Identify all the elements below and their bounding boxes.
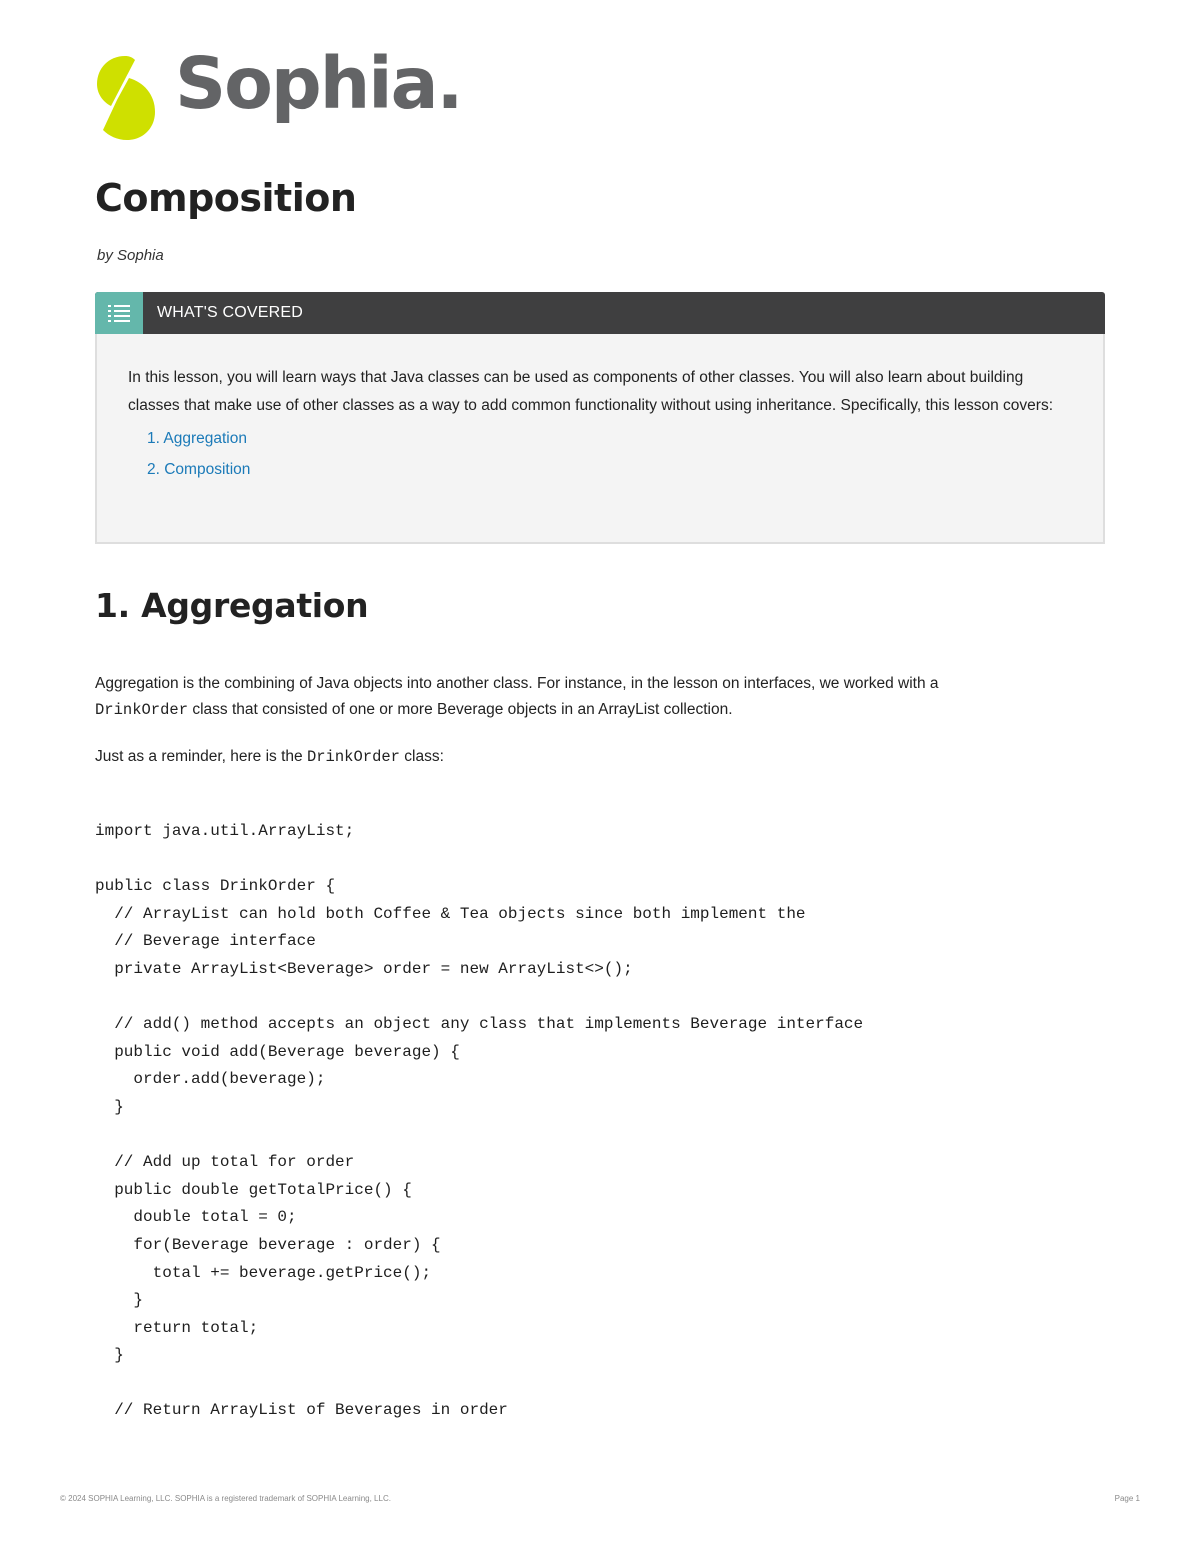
sophia-wordmark: Sophia. bbox=[175, 42, 462, 125]
byline: by Sophia bbox=[97, 247, 164, 264]
list-icon bbox=[95, 292, 143, 334]
sophia-logo-mark-icon bbox=[95, 54, 165, 144]
whats-covered-body bbox=[95, 334, 1105, 544]
sophia-logo bbox=[95, 42, 462, 144]
whats-covered-intro: In this lesson, you will learn ways that Java classes can be used as components of other classes. You will also learn about building classes that make use of other classes as a way to add common functionality without using inheritance. Specifically, this lesson covers: bbox=[128, 369, 1053, 414]
reminder-paragraph bbox=[95, 744, 1105, 770]
aggregation-paragraph bbox=[95, 671, 1105, 723]
para1-text-a: Aggregation is the combining of Java objects into another class. For instance, in the lesson on interfaces, we worked with a bbox=[95, 675, 939, 692]
page-title: Composition bbox=[95, 176, 357, 220]
code-block-drinkorder: import java.util.ArrayList; public class DrinkOrder { // ArrayList can hold both Coffee & Tea objects since both implement the // Beverage interface private ArrayList<Beverage> order = new ArrayList<>(); // add() method accepts an object any class that implements Beverage interface public void add(Beverage beverage) { order.add(beverage); } // Add up total for order public double getTotalPrice() { double total = 0; for(Beverage beverage : order) { total += beverage.getPrice(); } return total; } // Return ArrayList of Beverages in order bbox=[95, 822, 864, 1420]
inline-code-drinkorder: DrinkOrder bbox=[95, 701, 189, 719]
whats-covered-header bbox=[95, 292, 1105, 334]
para1-text-b: class that consisted of one or more Beverage objects in an ArrayList collection. bbox=[192, 701, 733, 718]
topic-link-composition[interactable]: 2. Composition bbox=[147, 461, 251, 478]
footer-copyright: © 2024 SOPHIA Learning, LLC. SOPHIA is a registered trademark of SOPHIA Learning, LLC. bbox=[60, 1494, 391, 1503]
section-heading-aggregation: 1. Aggregation bbox=[95, 586, 369, 625]
footer-page-number: Page 1 bbox=[1114, 1494, 1140, 1503]
whats-covered-title: WHAT'S COVERED bbox=[157, 304, 304, 321]
para2-text-a: Just as a reminder, here is the bbox=[95, 748, 303, 765]
topic-link-aggregation[interactable]: 1. Aggregation bbox=[147, 430, 247, 447]
inline-code-drinkorder-2: DrinkOrder bbox=[306, 748, 400, 766]
para2-text-b: class: bbox=[404, 748, 444, 765]
whats-covered-box bbox=[95, 292, 1105, 544]
covered-topic-list bbox=[147, 423, 1071, 485]
